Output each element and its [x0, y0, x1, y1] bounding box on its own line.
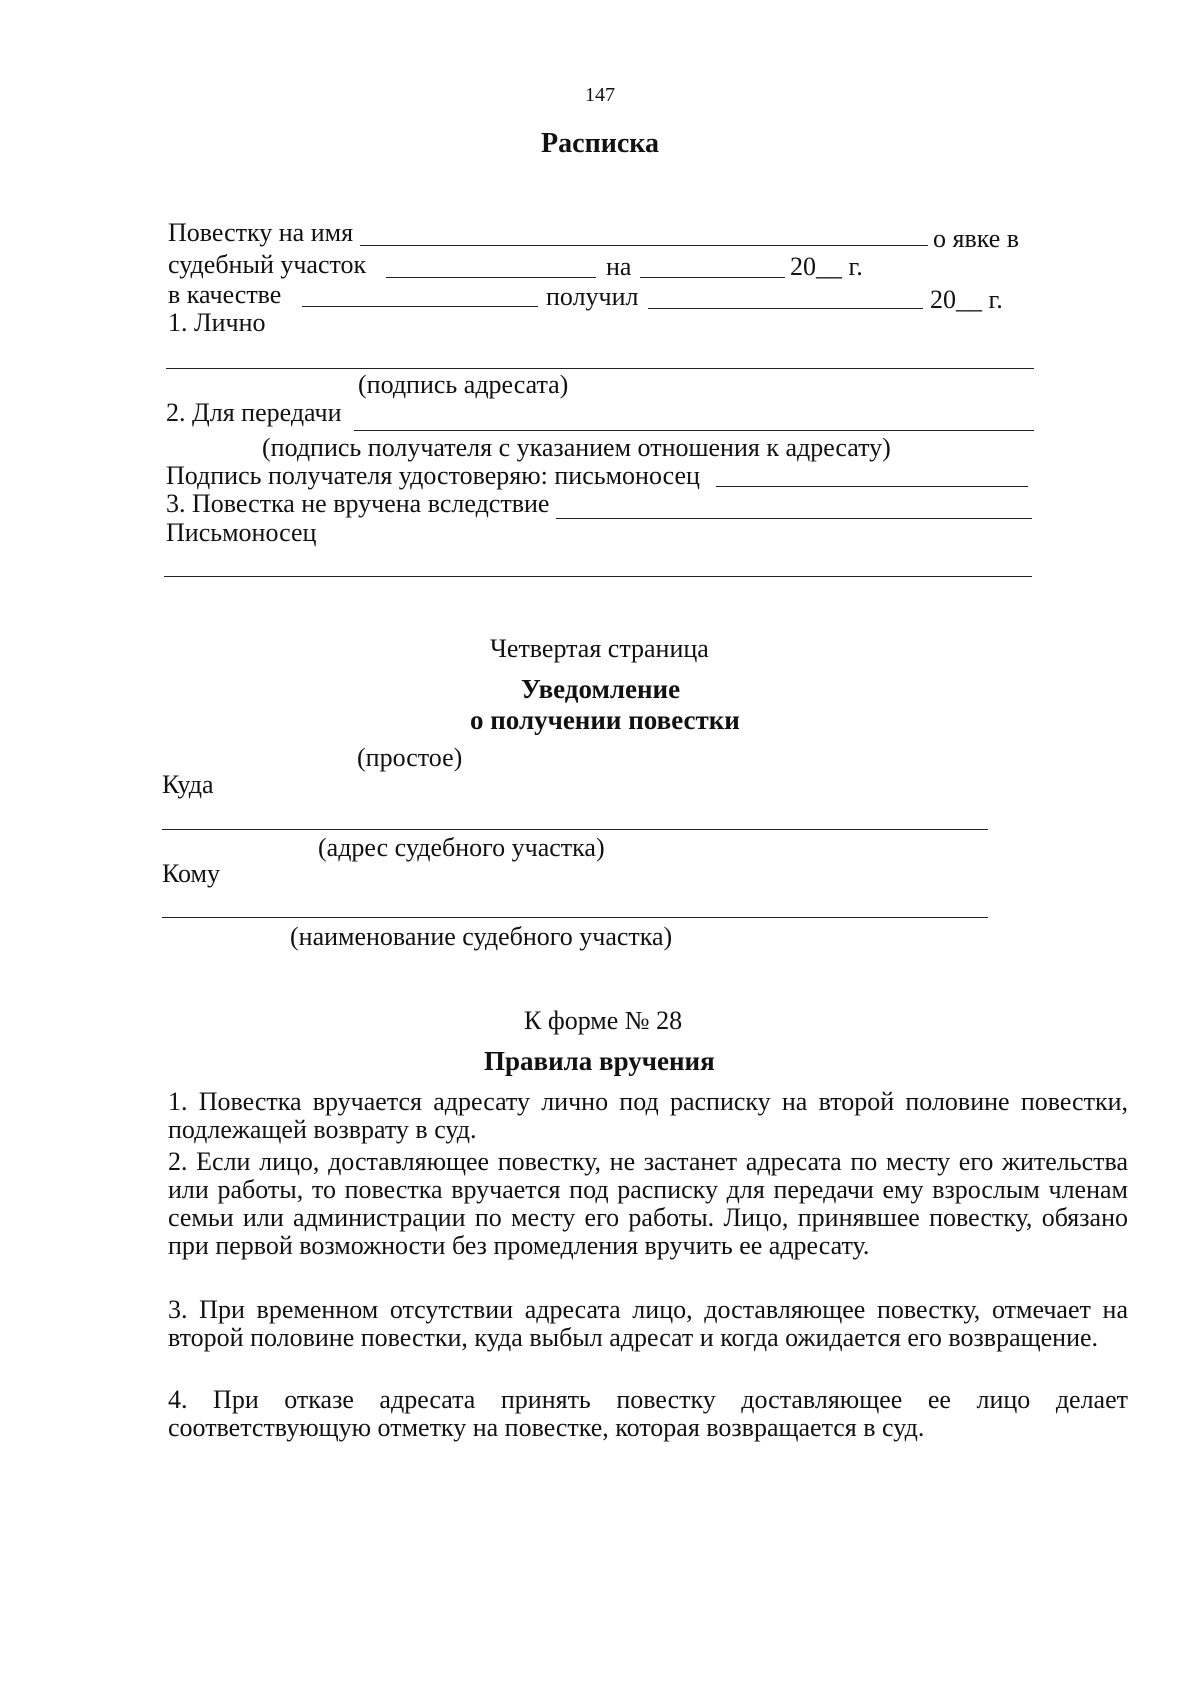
certify-label: Подпись получателя удостоверяю: письмоносец — [166, 461, 700, 490]
notice-type: (простое) — [357, 743, 463, 772]
postman-field[interactable] — [164, 576, 1032, 577]
addressee-name-field[interactable] — [360, 245, 928, 246]
on-label: на — [606, 252, 632, 281]
page-number: 147 — [585, 84, 615, 106]
rule-item: 1. Повестка вручается адресату лично под расписку на второй половине повестки, подлежащей возврату в суд. — [168, 1087, 1128, 1144]
personally-label: 1. Лично — [168, 308, 266, 337]
court-name-caption: (наименование судебного участка) — [290, 922, 673, 951]
postman-signature-field[interactable] — [716, 486, 1028, 487]
rule-item: 3. При временном отсутствии адресата лицо, доставляющее повестку, отмечает на второй половине повестки, куда выбыл адресат и когда ожидается его возвращение. — [168, 1295, 1128, 1352]
rules-title: Правила вручения — [484, 1046, 715, 1076]
receipt-name-label: Повестку на имя — [168, 218, 354, 247]
notice-title: Уведомление — [521, 674, 681, 704]
court-section-label: судебный участок — [168, 250, 367, 279]
capacity-label: в качестве — [168, 280, 282, 309]
court-name-field[interactable] — [162, 917, 988, 918]
appearance-label: о явке в — [933, 224, 1020, 253]
appearance-date-field[interactable] — [640, 277, 785, 278]
court-address-field[interactable] — [162, 829, 988, 830]
transfer-signature-field[interactable] — [354, 430, 1034, 431]
court-section-field[interactable] — [386, 277, 596, 278]
form-reference: К форме № 28 — [524, 1006, 683, 1035]
not-delivered-reason-field[interactable] — [556, 518, 1032, 519]
not-delivered-label: 3. Повестка не вручена вследствие — [166, 489, 550, 518]
addressee-signature-field[interactable] — [166, 368, 1034, 369]
addressee-signature-caption: (подпись адресата) — [358, 370, 569, 399]
received-year: 20__ г. — [930, 285, 1003, 314]
rule-item: 2. Если лицо, доставляющее повестку, не застанет адресата по месту его жительства или работы, то повестка вручается под расписку для передачи ему взрослым членам семьи или администрации по месту его работы. Лицо, принявшее повестку, обязано при первой возможности без промедления вручить ее адресату. — [168, 1147, 1128, 1260]
postman-label: Письмоносец — [166, 518, 317, 547]
court-address-caption: (адрес судебного участка) — [318, 833, 605, 862]
recipient-signature-caption: (подпись получателя с указанием отношения к адресату) — [262, 433, 891, 462]
notice-subtitle: о получении повестки — [470, 705, 740, 735]
for-transfer-label: 2. Для передачи — [166, 398, 342, 427]
capacity-field[interactable] — [302, 306, 538, 307]
where-label: Куда — [162, 770, 214, 799]
receipt-title: Расписка — [541, 128, 659, 159]
received-label: получил — [546, 282, 639, 311]
received-date-field[interactable] — [648, 308, 923, 309]
rule-item: 4. При отказе адресата принять повестку доставляющее ее лицо делает соответствующую отметку на повестке, которая возвращается в суд. — [168, 1385, 1128, 1442]
appearance-year: 20__ г. — [790, 252, 863, 281]
whom-label: Кому — [162, 859, 221, 888]
fourth-page-label: Четвертая страница — [490, 634, 709, 663]
